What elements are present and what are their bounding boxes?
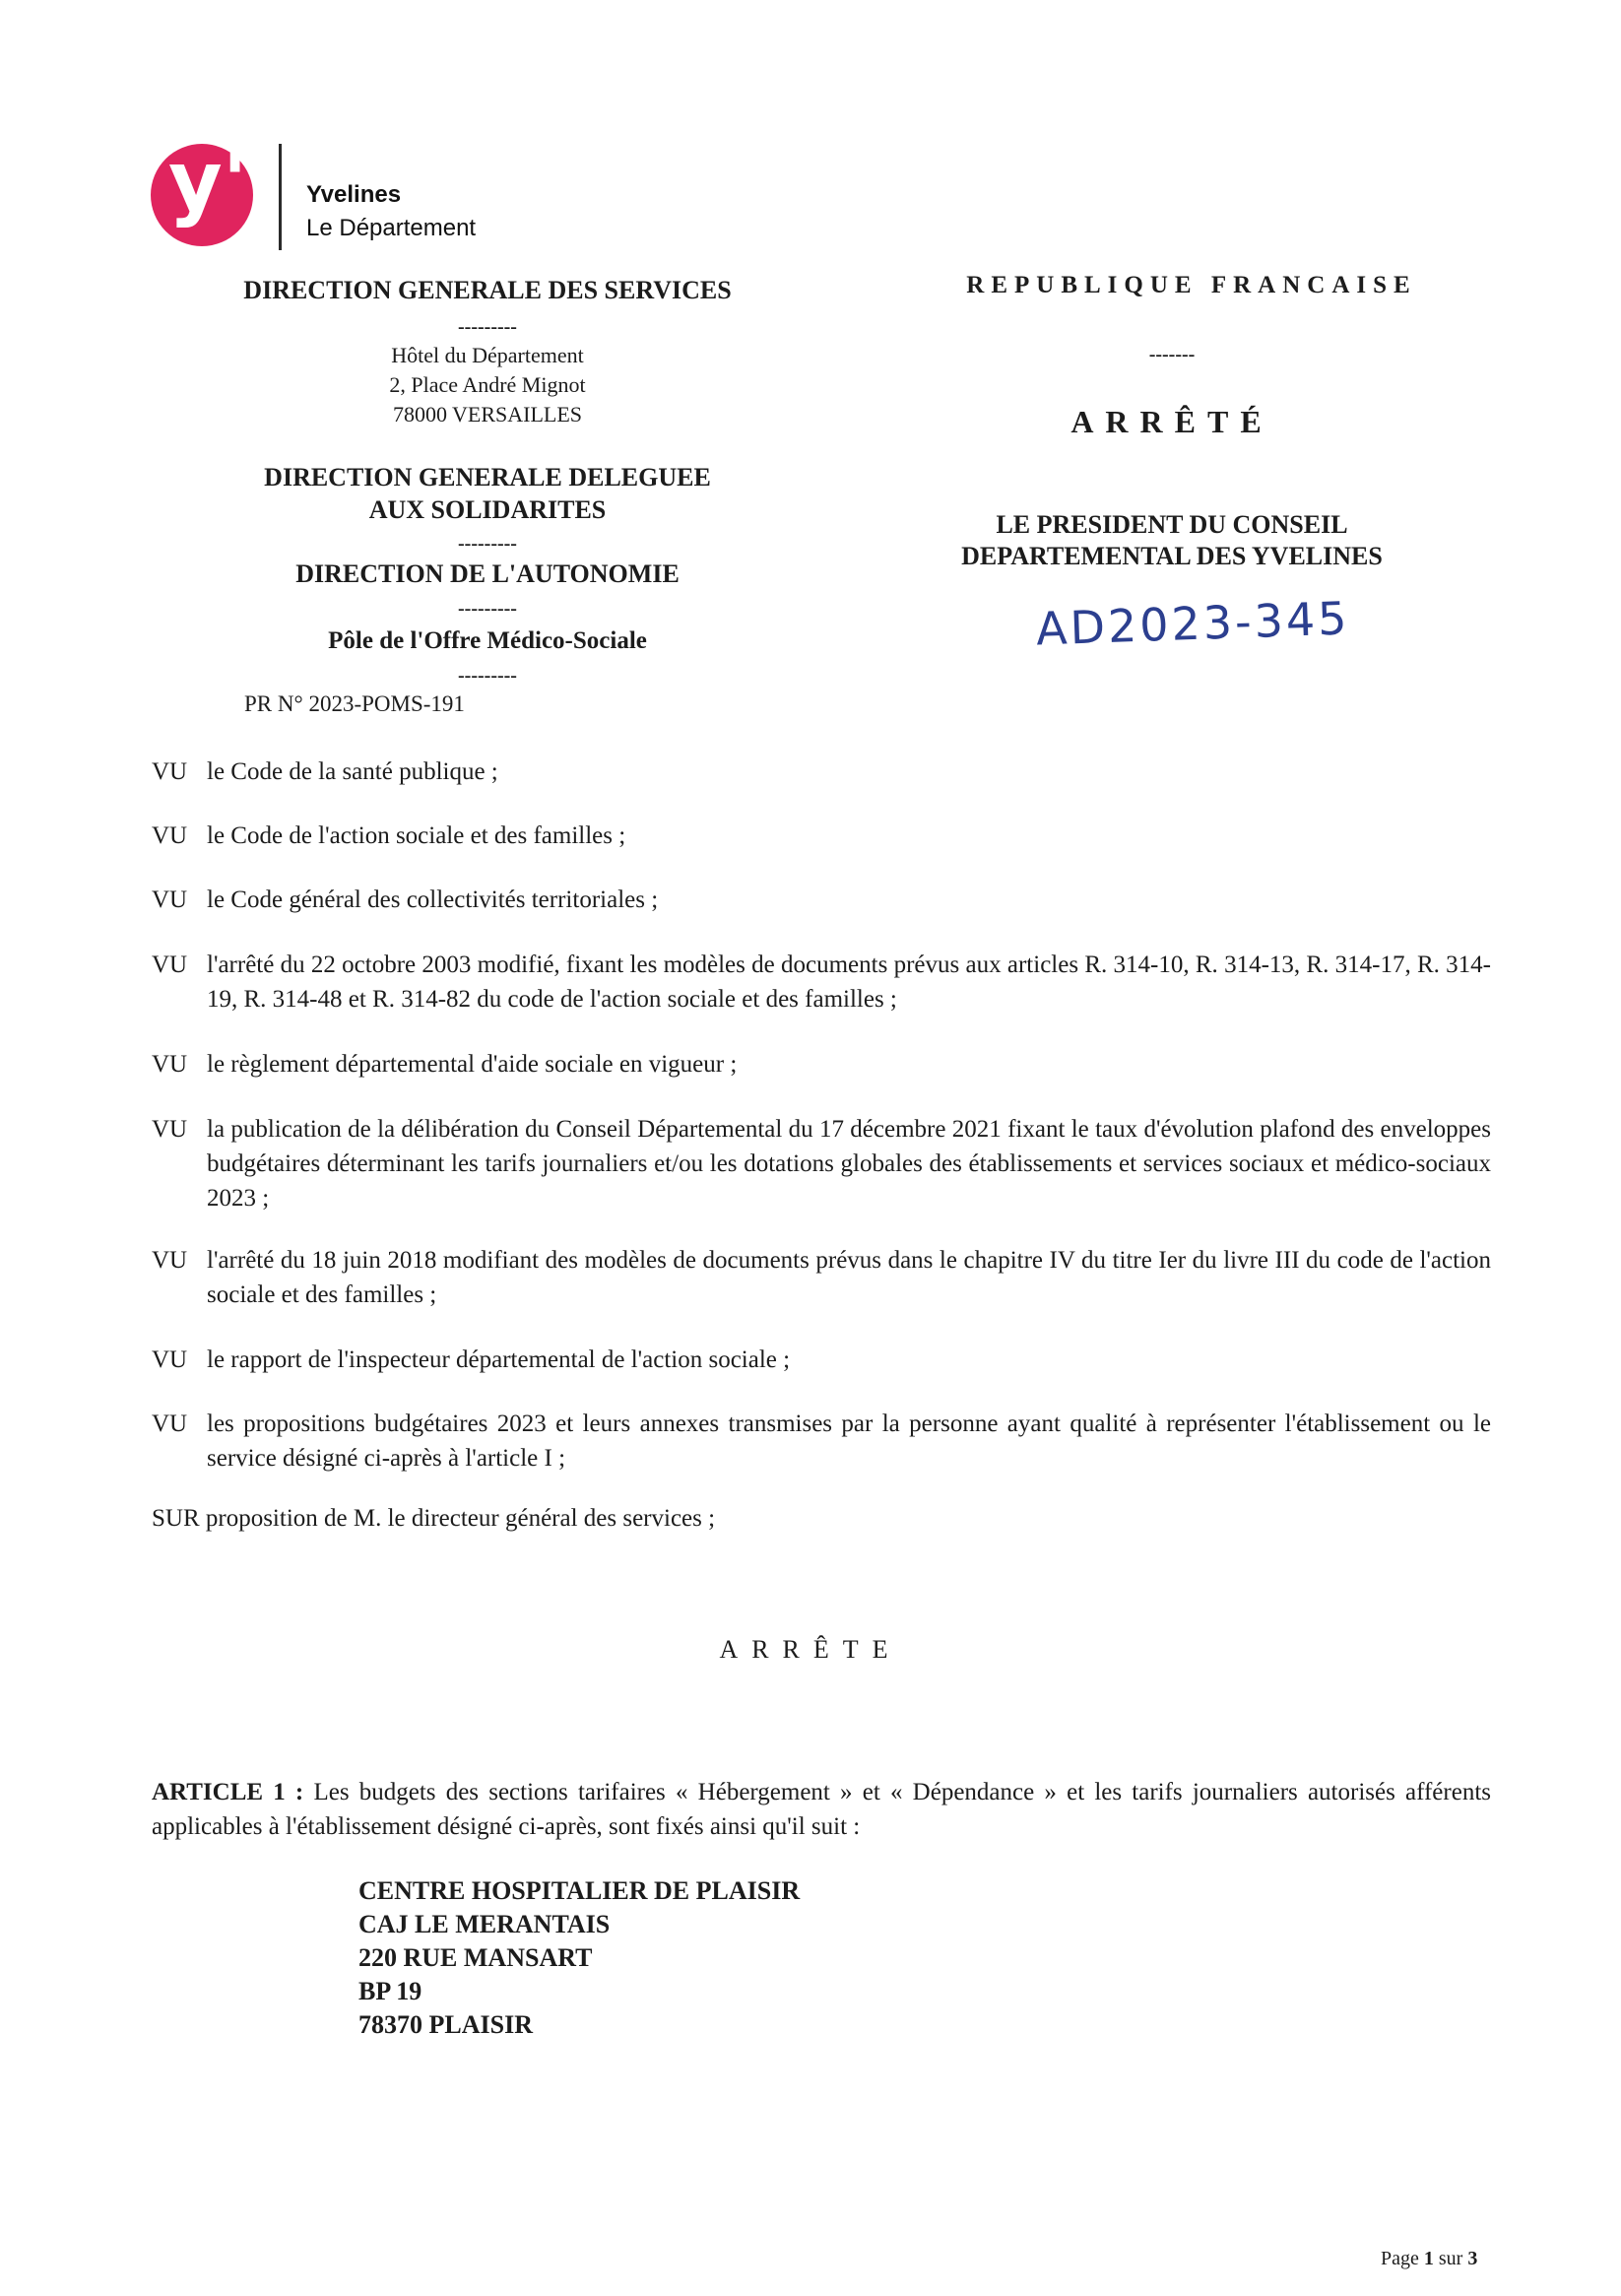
pole-title: Pôle de l'Offre Médico-Sociale [328, 627, 647, 654]
page-middle: sur [1438, 2248, 1463, 2269]
visa-text: l'arrêté du 18 juin 2018 modifiant des modèles de documents prévus dans le chapitre IV du titre Ier du livre III du code de l'action sociale et des familles ; [207, 1247, 1491, 1308]
logo-letter: y' [168, 133, 248, 230]
visa-text: le Code de l'action sociale et des familles ; [207, 822, 626, 849]
visa-item [152, 948, 1491, 1017]
address-line-2: 2, Place André Mignot [389, 372, 586, 397]
visa-text: les propositions budgétaires 2023 et leurs annexes transmises par la personne ayant qualité à représenter l'établissement ou le service désigné ci-après à l'article I ; [207, 1410, 1491, 1472]
direction-title: DIRECTION DE L'AUTONOMIE [295, 559, 680, 588]
address-line-1: Hôtel du Département [391, 343, 584, 367]
page-prefix: Page [1381, 2248, 1419, 2269]
visa-item [152, 1407, 1491, 1476]
visa-text: le rapport de l'inspecteur départemental de l'action sociale ; [207, 1346, 791, 1373]
republic-title: REPUBLIQUE FRANCAISE [966, 272, 1417, 298]
delegation-line-1: DIRECTION GENERALE DELEGUEE [264, 463, 711, 492]
president-line-2: DEPARTEMENTAL DES YVELINES [961, 542, 1383, 570]
article-text: Les budgets des sections tarifaires « Hébergement » et « Dépendance » et les tarifs journaliers autorisés afférents applicables à l'établissement désigné ci-après, sont fixés ainsi qu'il suit : [152, 1779, 1491, 1840]
visa-keyword: VU [152, 1410, 188, 1437]
establishment-line: 220 RUE MANSART [358, 1943, 593, 1972]
visa-text: le Code général des collectivités territoriales ; [207, 886, 659, 913]
visa-keyword: VU [152, 1116, 188, 1143]
dgs-title: DIRECTION GENERALE DES SERVICES [243, 276, 732, 304]
separator: --------- [458, 598, 517, 620]
visa-keyword: VU [152, 1051, 188, 1078]
separator: --------- [458, 533, 517, 555]
establishment-line: CAJ LE MERANTAIS [358, 1910, 611, 1938]
yvelines-logo [143, 133, 291, 256]
brand-subtitle: Le Département [306, 215, 477, 241]
separator: ------- [1148, 344, 1196, 365]
visa-item [152, 1047, 1491, 1082]
visa-text: la publication de la délibération du Conseil Départemental du 17 décembre 2021 fixant le taux d'évolution plafond des enveloppes budgétaires déterminant les tarifs journaliers et/ou les dotations globales des établissements et services sociaux et médico-sociaux 2023 ; [207, 1116, 1491, 1212]
pr-number: PR N° 2023-POMS-191 [244, 691, 465, 716]
establishment-line: 78370 PLAISIR [358, 2010, 533, 2039]
visa-item [152, 819, 1491, 853]
brand-name: Yvelines [306, 181, 402, 208]
visa-text: le règlement départemental d'aide sociale en vigueur ; [207, 1051, 738, 1078]
visa-keyword: VU [152, 1247, 188, 1274]
page-current: 1 [1423, 2248, 1434, 2269]
establishment-line: BP 19 [358, 1977, 422, 2005]
establishment-line: CENTRE HOSPITALIER DE PLAISIR [358, 1876, 801, 1905]
visa-keyword: VU [152, 822, 188, 849]
visa-item [152, 1112, 1491, 1215]
visa-text: le Code de la santé publique ; [207, 758, 498, 785]
separator: --------- [458, 316, 517, 338]
article-1 [152, 1775, 1491, 1844]
visa-keyword: VU [152, 951, 188, 978]
visa-text: l'arrêté du 22 octobre 2003 modifié, fixant les modèles de documents prévus aux articles R. 314-10, R. 314-13, R. 314-17, R. 314-19, R. 314-48 et R. 314-82 du code de l'action sociale et des familles ; [207, 951, 1491, 1013]
article-label: ARTICLE 1 : [152, 1779, 304, 1805]
address-line-3: 78000 VERSAILLES [392, 402, 583, 426]
president-line-1: LE PRESIDENT DU CONSEIL [996, 510, 1348, 539]
decree-heading: ARRÊTE [719, 1635, 902, 1664]
delegation-line-2: AUX SOLIDARITES [368, 495, 607, 524]
visa-keyword: VU [152, 758, 188, 785]
separator: --------- [458, 665, 517, 687]
logo-divider [279, 144, 282, 250]
visa-keyword: VU [152, 1346, 188, 1373]
visa-item [152, 1243, 1491, 1312]
establishment-block [358, 1874, 800, 2042]
proposal-line: SUR proposition de M. le directeur général des services ; [152, 1505, 716, 1532]
visa-item [152, 1343, 1491, 1377]
page-number [1381, 2248, 1477, 2270]
handwritten-reference: AD2023-345 [1035, 591, 1351, 656]
visa-item [152, 883, 1491, 917]
visa-item [152, 754, 1491, 789]
page-total: 3 [1467, 2248, 1478, 2269]
visa-keyword: VU [152, 886, 188, 913]
arrete-title: ARRÊTÉ [1070, 404, 1273, 439]
